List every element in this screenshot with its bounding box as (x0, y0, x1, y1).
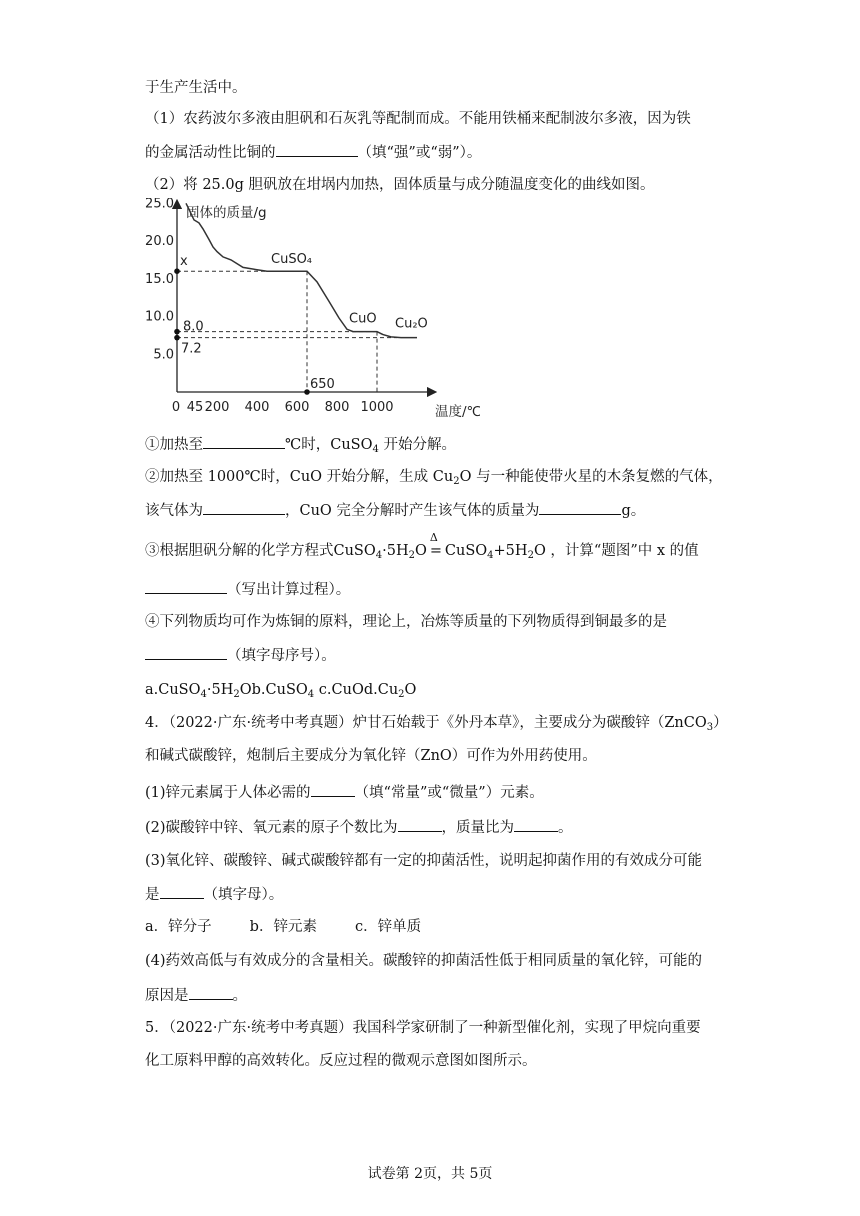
question-5-cont (145, 1051, 537, 1071)
question-3-2-4 (145, 612, 667, 632)
text: a.CuSO (145, 682, 201, 698)
question-4-1 (145, 782, 544, 803)
question-3-2-1 (145, 434, 456, 455)
y-tick-label: 25.0 (145, 198, 174, 212)
question-4-cont (145, 746, 597, 766)
y-tick-label: 20.0 (145, 234, 174, 249)
delta-symbol: Δ (429, 531, 438, 544)
y-tick-label: 10.0 (145, 309, 174, 325)
answer-blank[interactable] (539, 500, 621, 515)
x-axis-label: 温度/℃ (435, 404, 480, 420)
subscript: 4 (372, 444, 379, 455)
y-axis-label: 固体的质量/g (186, 205, 267, 221)
text: 于生产生活中。 (145, 80, 247, 96)
text: （填字母序号）。 (227, 648, 336, 664)
answer-blank[interactable] (189, 985, 233, 1000)
eq-part: +5H (493, 543, 528, 559)
text: ①加热至 (145, 437, 203, 453)
label-7-2: 7.2 (181, 341, 202, 357)
option-b: b．锌元素 (249, 919, 317, 935)
question-4-3 (145, 851, 702, 871)
subscript: 4 (375, 550, 383, 561)
answer-blank[interactable] (311, 782, 355, 797)
subscript: 2 (233, 689, 240, 700)
answer-blank[interactable] (203, 500, 285, 515)
text: ②加热至 1000℃时，CuO 开始分解，生成 Cu (145, 469, 454, 485)
question-5 (145, 1018, 701, 1038)
question-3-1 (145, 109, 691, 129)
text: ，计算“题图”中 x 的值 (545, 543, 699, 559)
text: (3)氧化锌、碳酸锌、碱式碳酸锌都有一定的抑菌活性，说明起抑菌作用的有效成分可能 (145, 853, 703, 869)
text: ） (713, 715, 728, 731)
answer-blank[interactable] (398, 817, 442, 832)
subscript: 2 (408, 550, 415, 561)
text: 原因是 (145, 988, 189, 1004)
text: （填“强”或“弱”）。 (357, 145, 482, 161)
question-3-2-4-cont (145, 645, 336, 666)
question-3-2-3-cont (145, 579, 350, 600)
option-a: a．锌分子 (145, 919, 212, 935)
text: 。 (232, 988, 247, 1004)
answer-blank[interactable] (145, 645, 227, 660)
answer-blank[interactable] (276, 142, 358, 157)
answer-blank[interactable] (203, 434, 285, 449)
y-tick-labels (145, 198, 174, 362)
point-labels (180, 252, 428, 392)
text: 开始分解。 (378, 437, 456, 453)
x-tick-labels (172, 400, 394, 415)
text: （写出计算过程）。 (227, 582, 351, 598)
text: ，质量比为 (441, 820, 515, 836)
text: (2)碳酸锌中锌、氧元素的原子个数比为 (145, 820, 398, 836)
subscript: 2 (527, 550, 534, 561)
text: (4)药效高低与有效成分的含量相关。碳酸锌的抑菌活性低于相同质量的氧化锌，可能的 (145, 953, 703, 969)
text: g。 (621, 503, 646, 519)
question-3-2 (145, 175, 655, 195)
question-4-3-cont (145, 884, 283, 905)
question-3-2-2-cont (145, 500, 645, 521)
chemical-equation (333, 531, 546, 561)
x-tick-label: 800 (324, 400, 350, 415)
label-x: x (180, 254, 188, 270)
question-4-4 (145, 951, 702, 971)
question-4 (145, 713, 728, 733)
text: （1）农药波尔多液由胆矾和石灰乳等配制而成。不能用铁桶来配制波尔多液，因为铁 (145, 111, 691, 127)
label-cuo: CuO (349, 311, 377, 327)
eq-part: O (533, 543, 546, 559)
mass-curve (186, 203, 417, 337)
label-8-0: 8.0 (183, 319, 204, 335)
answer-blank[interactable] (145, 579, 227, 594)
x-tick-label: 400 (244, 400, 270, 415)
text: ，CuO 完全分解时产生该气体的质量为 (285, 503, 540, 519)
marker-x (174, 268, 180, 274)
eq-part: CuSO (444, 543, 488, 559)
question-4-4-cont (145, 985, 247, 1006)
text: ·5H (206, 682, 234, 698)
subscript: 2 (453, 476, 460, 487)
subscript: 3 (706, 722, 714, 733)
text: 和碱式碳酸锌，炮制后主要成分为氧化锌（ZnO）可作为外用药使用。 (145, 748, 597, 764)
options-line (145, 680, 416, 700)
text: ④下列物质均可作为炼铜的原料，理论上，冶炼等质量的下列物质得到铜最多的是 (145, 614, 667, 630)
text: O (404, 682, 417, 698)
text: Ob.CuSO (239, 682, 308, 698)
answer-blank[interactable] (514, 817, 558, 832)
y-tick-label: 15.0 (145, 271, 174, 287)
subscript: 2 (398, 689, 405, 700)
marker-8 (174, 329, 180, 335)
marker-650 (304, 389, 310, 395)
text: ℃时，CuSO (285, 437, 373, 453)
y-tick-label: 5.0 (153, 347, 174, 363)
eq-part: ·5H (382, 543, 409, 559)
eq-part: CuSO (333, 543, 376, 559)
subscript: 4 (200, 689, 207, 700)
text: 5．（2022·广东·统考中考真题）我国科学家研制了一种新型催化剂，实现了甲烷向重要 (145, 1020, 701, 1036)
eq-part: O (415, 543, 427, 559)
label-cu2o: Cu₂O (395, 316, 428, 332)
text: （填“常量”或“微量”）元素。 (354, 785, 544, 801)
label-cuso4: CuSO₄ (271, 252, 313, 268)
question-4-3-options (145, 917, 421, 937)
x-tick-label: 45 (186, 400, 204, 415)
heat-equals-sign: Δ = (427, 541, 445, 561)
text: c.CuOd.Cu (314, 682, 399, 698)
question-3-1-cont (145, 142, 481, 163)
x-tick-label: 0 (171, 400, 181, 415)
question-4-2 (145, 817, 573, 838)
text: 化工原料甲醇的高效转化。反应过程的微观示意图如图所示。 (145, 1053, 537, 1069)
option-c: c．锌单质 (354, 919, 422, 935)
text: 的金属活动性比铜的 (145, 145, 276, 161)
subscript: 4 (487, 550, 494, 561)
text: 该气体为 (145, 503, 203, 519)
x-tick-label: 1000 (360, 400, 394, 415)
question-3-2-3 (145, 531, 699, 561)
text-line-1 (145, 78, 247, 98)
text: （填字母）。 (203, 887, 284, 903)
mass-temperature-chart (140, 198, 480, 426)
label-650: 650 (310, 377, 335, 392)
text: O 与一种能使带火星的木条复燃的气体， (459, 469, 723, 485)
text: ③根据胆矾分解的化学方程式 (145, 543, 334, 559)
page-footer: 试卷第 2页，共 5页 (367, 1166, 493, 1182)
question-3-2-2 (145, 467, 723, 487)
x-tick-label: 600 (284, 400, 310, 415)
x-tick-label: 200 (204, 400, 230, 415)
marker-7-2 (174, 335, 180, 341)
text: (1)锌元素属于人体必需的 (145, 785, 311, 801)
answer-blank[interactable] (160, 884, 204, 899)
text: 是 (145, 887, 160, 903)
subscript: 4 (307, 689, 315, 700)
text: （2）将 25.0g 胆矾放在坩埚内加热，固体质量与成分随温度变化的曲线如图。 (145, 177, 655, 193)
text: 。 (558, 820, 573, 836)
text: 4．（2022·广东·统考中考真题）炉甘石始载于《外丹本草》，主要成分为碳酸锌（ZnCO (145, 715, 707, 731)
chart-svg (140, 198, 480, 426)
